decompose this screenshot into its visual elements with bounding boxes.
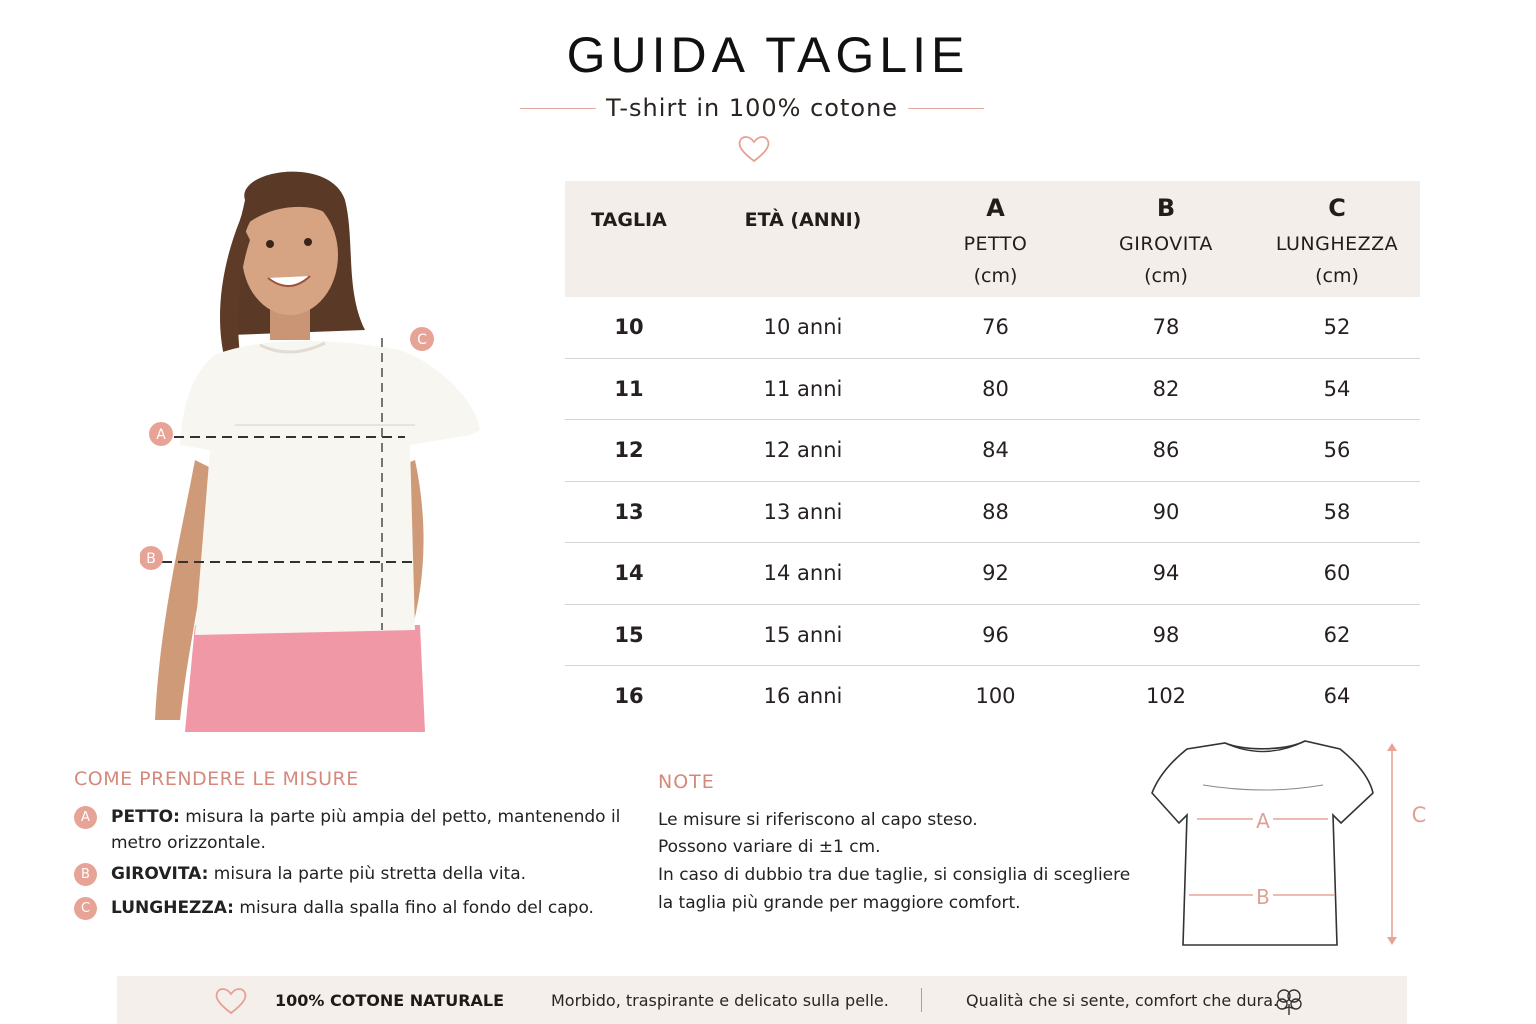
table-row	[565, 482, 1420, 544]
cell-c: 62	[1323, 622, 1351, 647]
table-row	[565, 359, 1420, 421]
cell-c: 58	[1323, 499, 1351, 524]
cell-a: 92	[982, 561, 1009, 585]
cell-size: 13	[614, 499, 644, 524]
cell-a: 76	[982, 315, 1009, 339]
heart-icon	[736, 134, 772, 164]
cell-size: 12	[614, 438, 644, 462]
table-header	[565, 181, 1420, 297]
notes-title: NOTE	[658, 771, 715, 793]
marker-b-label: B	[146, 551, 156, 567]
badge-c: C	[74, 897, 97, 920]
cell-a: 88	[982, 499, 1009, 524]
header-waist: B GIROVITA (cm)	[1119, 194, 1213, 287]
footer-banner	[117, 976, 1407, 1024]
note-line: Le misure si riferiscono al capo steso.	[658, 810, 978, 830]
cell-size: 10	[614, 315, 644, 339]
table-row	[565, 420, 1420, 482]
subtitle-divider-right	[908, 108, 984, 109]
cell-age: 14 anni	[763, 561, 843, 585]
table-body	[565, 297, 1420, 728]
table-row	[565, 605, 1420, 667]
marker-a-label: A	[156, 427, 166, 443]
size-table	[565, 181, 1420, 728]
cell-size: 14	[614, 561, 644, 585]
cell-age: 16 anni	[763, 684, 843, 708]
cell-age: 13 anni	[763, 499, 843, 524]
diagram-a-label: A	[1256, 809, 1270, 833]
cell-age: 12 anni	[763, 438, 843, 462]
badge-a: A	[74, 806, 97, 829]
tshirt-diagram	[1145, 735, 1435, 955]
cell-age: 15 anni	[763, 622, 843, 647]
cell-b: 82	[1152, 376, 1180, 401]
footer-quality-text: Qualità che si sente, comfort che dura.	[966, 991, 1279, 1010]
how-to-measure-title: COME PRENDERE LE MISURE	[74, 768, 359, 790]
table-row	[565, 666, 1420, 728]
cell-c: 60	[1323, 561, 1351, 585]
note-line: Possono variare di ±1 cm.	[658, 837, 881, 857]
header-size: TAGLIA	[591, 209, 667, 231]
diagram-c-label: C	[1411, 803, 1427, 827]
cell-a: 96	[982, 622, 1009, 647]
header-length: C LUNGHEZZA (cm)	[1275, 194, 1399, 287]
cell-b: 86	[1152, 438, 1180, 462]
footer-divider	[921, 988, 922, 1012]
header-age: ETÀ (ANNI)	[744, 209, 862, 231]
cell-size: 15	[614, 622, 644, 647]
cell-size: 11	[614, 376, 644, 401]
cell-c: 64	[1323, 684, 1351, 708]
badge-b: B	[74, 863, 97, 886]
subtitle-row	[520, 92, 984, 124]
footer-cotton-label: 100% COTONE NATURALE	[275, 991, 505, 1010]
page-title: GUIDA TAGLIE	[566, 27, 970, 83]
cell-a: 100	[975, 684, 1016, 708]
heart-icon	[213, 986, 249, 1016]
marker-c-label: C	[417, 332, 427, 348]
cell-a: 84	[982, 438, 1009, 462]
cell-a: 80	[982, 376, 1009, 401]
footer-softness-text: Morbido, traspirante e delicato sulla pelle.	[551, 991, 889, 1010]
table-row	[565, 543, 1420, 605]
table-row	[565, 297, 1420, 359]
cell-b: 78	[1152, 315, 1180, 339]
cell-age: 10 anni	[763, 315, 843, 339]
how-item-length: C LUNGHEZZA: misura dalla spalla fino al fondo del capo.	[74, 895, 631, 921]
note-line: In caso di dubbio tra due taglie, si consiglia di scegliere	[658, 865, 1131, 885]
cell-b: 102	[1145, 684, 1187, 708]
how-item-waist: B GIROVITA: misura la parte più stretta della vita.	[74, 861, 631, 887]
diagram-b-label: B	[1256, 885, 1270, 909]
model-photo	[140, 160, 500, 732]
cell-size: 16	[614, 684, 644, 708]
header-chest: A PETTO (cm)	[963, 194, 1028, 287]
cell-c: 52	[1323, 315, 1351, 339]
how-item-chest: A PETTO: misura la parte più ampia del petto, mantenendo il metro orizzontale.	[74, 804, 631, 856]
cell-age: 11 anni	[763, 376, 843, 401]
cell-b: 98	[1152, 622, 1180, 647]
cell-b: 90	[1152, 499, 1180, 524]
page-subtitle: T-shirt in 100% cotone	[605, 94, 899, 122]
cell-c: 54	[1323, 376, 1351, 401]
cell-c: 56	[1323, 438, 1351, 462]
cell-b: 94	[1152, 561, 1180, 585]
note-line: la taglia più grande per maggiore comfort.	[658, 893, 1021, 913]
cotton-flower-icon	[1274, 986, 1304, 1016]
